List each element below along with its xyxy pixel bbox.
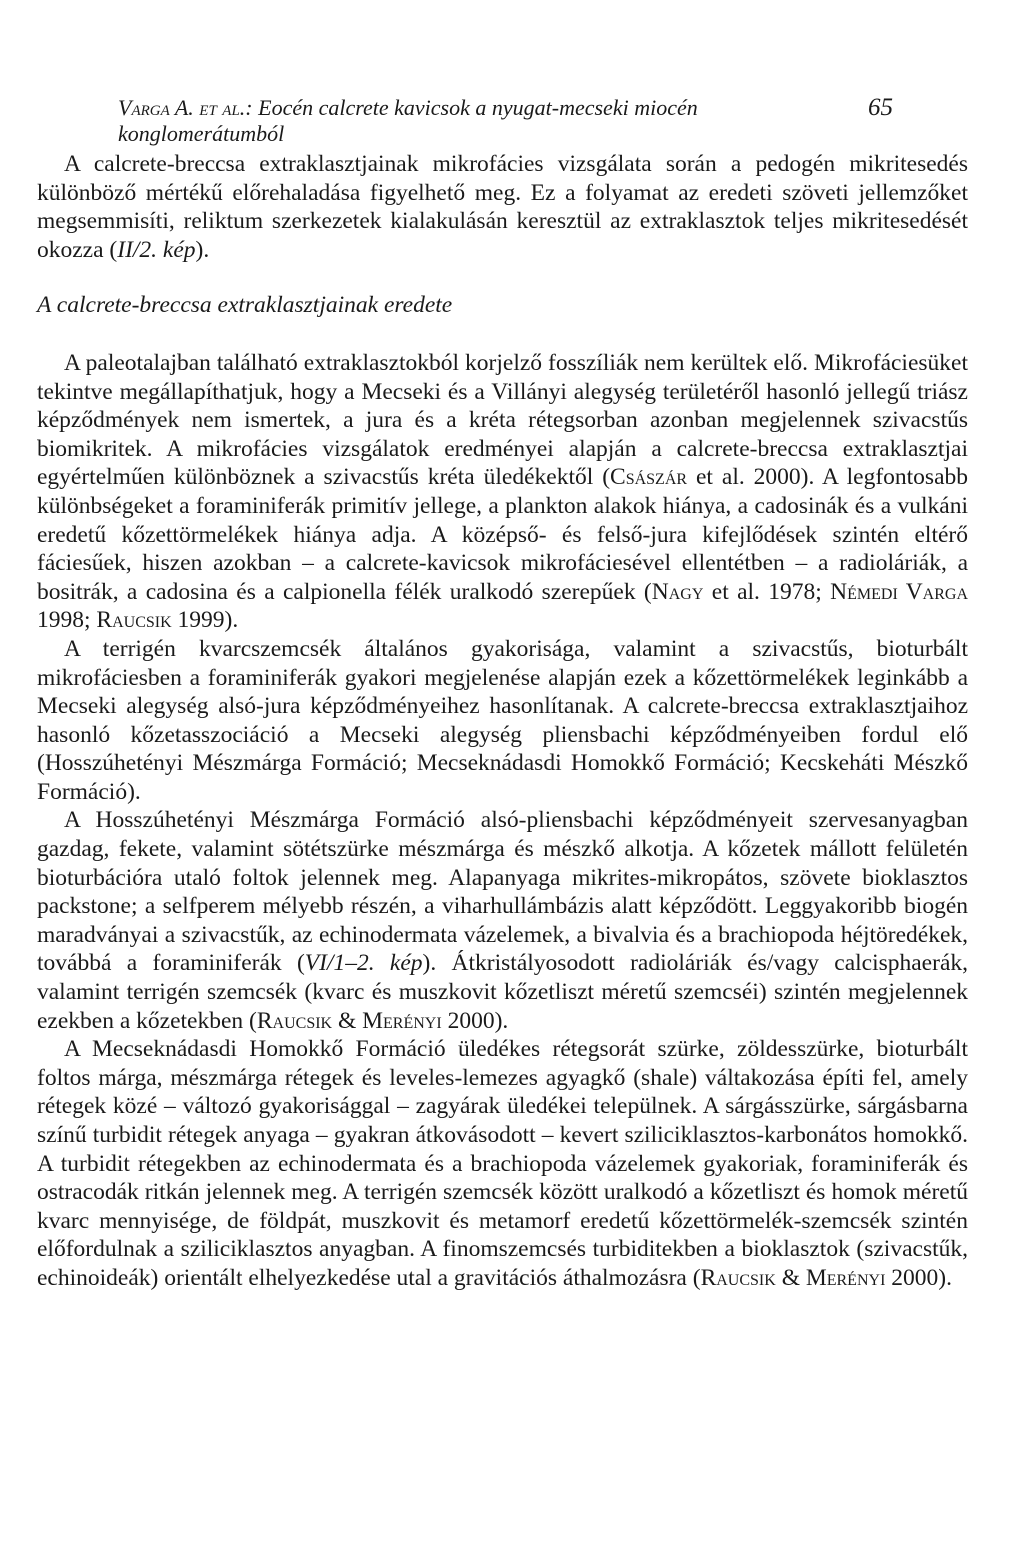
citation-author: Raucsik [256,1007,333,1034]
figure-reference: II/2. kép [117,236,196,263]
citation-author: Némedi Varga [830,578,969,605]
figure-reference: VI/1–2. kép [304,950,423,977]
running-head-author: Varga A. et al.: [118,95,253,120]
running-head-title: Eocén calcrete kavicsok a nyugat-mecseki miocén konglomerátumból [118,95,698,146]
paragraph-text: 1999). [171,607,239,634]
citation-author: Császár [610,464,688,491]
paragraph-text: et al. 2000). A legfontosabb különbségeket a foraminiferák primitív jellege, a plankton alakok hiánya, a cadosinák és a vulkáni eredetű kőzettörmelékek hiánya adja. A középső- és felső-jura kifejlődések szintén eltérő fáciesűek, hiszen azokban – a calcrete-kavicsok mikrofáciesével ellentétben – a radioláriák, a bositrák, a cadosina és a calpionella félék uralkodó szerepűek ( [37,464,968,605]
citation-author: Raucsik [96,607,172,634]
section-heading: A calcrete-breccsa extraklasztjainak eredete [37,292,453,319]
paragraph-text: A Hosszúhetényi Mészmárga Formáció alsó-pliensbachi képződményeit szervesanyagban gazdag, fekete, valamint sötétszürke mészmárga és mészkő alkotja. A kőzetek mállott felületén bioturbációra utaló foltok jelennek meg. Alapanyaga mikrites-mikropátos, szövete bioklasztos packstone; a selfperem mélyebb részén, a viharhullámbázis alatt képződött. Leggyakoribb biogén maradványai a szivacstűk, az echinodermata vázelemek, a bivalvia és a brachiopoda héjtöredékek, továbbá a foraminiferák ( [37,807,968,977]
body-text [37,150,968,1293]
paragraph-mecseknadasdi [37,1035,968,1292]
paragraph-text: A Mecseknádasdi Homokkő Formáció üledékes rétegsorát szürke, zöldesszürke, bioturbált foltos márga, mészmárga rétegek és leveles-lemezes agyagkő (shale) váltakozása építi fel, amely rétegek közé – változó gyakorisággal – zagyárak üledékei települnek. A sárgásszürke, sárgásbarna színű turbidit rétegek anyaga – gyakran átkovásodott – kevert sziliciklasztos-karbonátos homokkő. A turbidit rétegekben az echinodermata és a brachiopoda vázelemek gyakoriak, foraminiferák és ostracodák ritkán jelennek meg. A terrigén szemcsék között uralkodó a kőzetliszt és homok méretű kvarc mennyisége, de földpát, muszkovit és metamorf eredetű kőzettörmelék-szemcsék szintén előfordulnak a sziliciklasztos anyagban. A finomszemcsés turbiditekben a bioklasztok (szivacstűk, echinoideák) orientált elhelyezkedése utal a gravitációs áthalmozásra ( [37,1036,968,1291]
paragraph-microfacies [37,150,968,264]
citation-author: Raucsik [700,1264,776,1291]
paragraph-hosszuhetenyi [37,806,968,1035]
paragraph-text: & [775,1264,806,1291]
paragraph-text: ). [195,236,210,263]
running-head [118,94,893,146]
paragraph-text: & [332,1007,363,1034]
paragraph-text: ). Átkristályosodott radioláriák és/vagy calcisphaerák, valamint terrigén szemcsék (kvarc és muszkovit kőzetliszt méretű szemcséi) szintén megjelennek ezekben a kőzetekben ( [37,950,968,1034]
paragraph-terrigenous: A terrigén kvarcszemcsék általános gyakorisága, valamint a szivacstűs, bioturbált mikrofáciesben a foraminiferák gyakori megjelenése alapján ezek a kőzettörmelékek leginkább a Mecseki alegység alsó-jura képződményeihez hasonlítanak. A calcrete-breccsa extraklasztjaihoz hasonló kőzetasszociáció a Mecseki alegység pliensbachi képződményeiben fordul elő (Hosszúhetényi Mészmárga Formáció; Mecseknádasdi Homokkő Formáció; Kecskeháti Mészkő Formáció). [37,635,968,805]
paragraph-text: 2000). [441,1007,509,1034]
paragraph-text: A calcrete-breccsa extraklasztjainak mikrofácies vizsgálata során a pedogén mikritesedés különböző mértékű előrehaladása figyelhető meg. Ez a folyamat az eredeti szöveti jellemzőket megsemmisíti, reliktum szerkezetek kialakulásán keresztül az extraklasztok teljes mikritesedését okozza ( [37,151,968,263]
paragraph-text: 1998; [37,607,97,634]
citation-author: Merényi [362,1007,442,1034]
citation-author: Nagy [651,578,704,605]
paragraph-text: 2000). [885,1264,952,1291]
paragraph-text: A paleotalajban található extraklasztokból korjelző fosszíliák nem kerültek elő. Mikrofáciesüket tekintve megállapíthatjuk, hogy a Mecseki és a Villányi alegység területéről hasonló jellegű triász képződmények nem ismertek, a jura és a kréta rétegsorban azonban megjelennek szivacstűs biomikritek. A mikrofácies vizsgálatok eredményei alapján a calcrete-breccsa extraklasztjai egyértelműen különböznek a szivacstűs kréta üledékektől ( [37,349,968,491]
paragraph-origin [37,349,968,635]
paragraph-text: et al. 1978; [703,578,831,605]
running-head-citation [118,95,868,147]
page-number: 65 [868,94,893,121]
citation-author: Merényi [805,1264,886,1291]
